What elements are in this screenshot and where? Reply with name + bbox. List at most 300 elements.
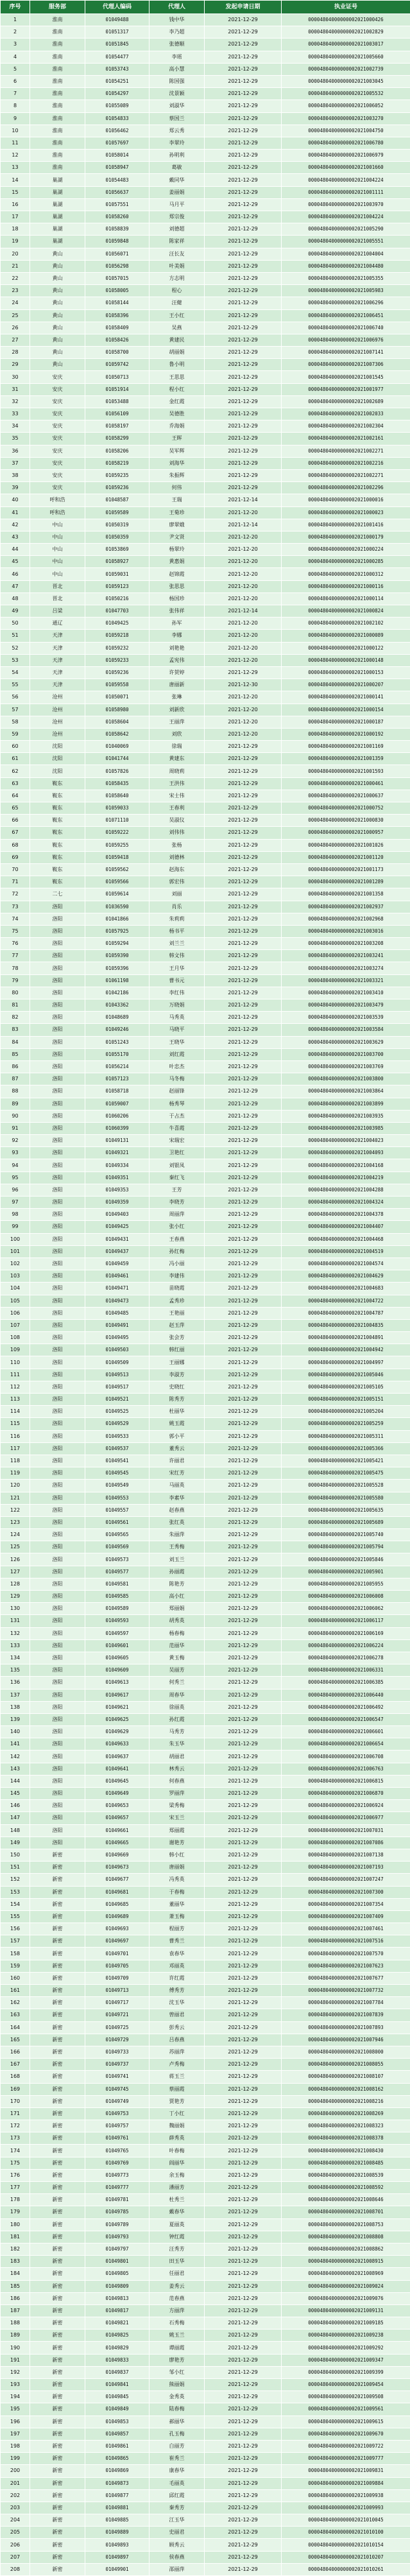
cell-agent-code: 01049825	[85, 2330, 149, 2342]
cell-branch: 洛阳	[30, 1098, 85, 1110]
cell-index: 22	[1, 272, 30, 284]
cell-apply-date: 2021-12-20	[205, 556, 282, 568]
cell-agent-name: 黄玉梅	[149, 1652, 205, 1664]
cell-index: 69	[1, 851, 30, 863]
cell-branch: 洛阳	[30, 1529, 85, 1541]
cell-agent-name: 陈国强	[149, 75, 205, 87]
cell-agent-name: 蒋玉兰	[149, 2071, 205, 2083]
cell-branch: 黄山	[30, 334, 85, 346]
cell-license-number: 00004804000000002021008808	[282, 2231, 410, 2243]
cell-agent-code: 01058839	[85, 223, 149, 236]
cell-branch: 天津	[30, 666, 85, 679]
table-row	[1, 2132, 410, 2145]
cell-branch: 洛阳	[30, 1578, 85, 1590]
cell-agent-name: 宋玉兰	[149, 1812, 205, 1824]
cell-index: 151	[1, 1862, 30, 1874]
cell-agent-name: 朱玉华	[149, 1738, 205, 1750]
cell-apply-date: 2021-12-29	[205, 1935, 282, 1948]
cell-branch: 新密	[30, 1960, 85, 1972]
cell-agent-name: 赵玉萍	[149, 1319, 205, 1331]
cell-license-number: 00004804000000002021005046	[282, 1369, 410, 1381]
table-row	[1, 2379, 410, 2391]
cell-branch: 新密	[30, 1910, 85, 1923]
cell-apply-date: 2021-12-29	[205, 2391, 282, 2403]
cell-agent-name: 王丽娜	[149, 1356, 205, 1369]
cell-agent-name: 刘兰兰	[149, 938, 205, 950]
cell-index: 169	[1, 2083, 30, 2095]
cell-index: 125	[1, 1541, 30, 1553]
cell-index: 10	[1, 125, 30, 137]
cell-license-number: 00004804000000002021004787	[282, 1307, 410, 1319]
cell-license-number: 00004804000000002021005366	[282, 1442, 410, 1455]
cell-agent-code: 01049689	[85, 1910, 149, 1923]
cell-index: 195	[1, 2403, 30, 2416]
table-row	[1, 1122, 410, 1134]
cell-index: 175	[1, 2157, 30, 2169]
cell-agent-code: 01049805	[85, 2268, 149, 2280]
table-row	[1, 39, 410, 51]
cell-license-number: 00004804000000002021004168	[282, 1159, 410, 1171]
cell-index: 31	[1, 383, 30, 395]
table-row	[1, 1245, 410, 1258]
cell-index: 104	[1, 1283, 30, 1295]
cell-license-number: 00004804000000002021003864	[282, 1085, 410, 1098]
cell-agent-code: 01049641	[85, 1763, 149, 1775]
cell-agent-name: 董秀云	[149, 1442, 205, 1455]
cell-license-number: 00004804000000002021009561	[282, 2403, 410, 2416]
cell-index: 208	[1, 2563, 30, 2575]
cell-apply-date: 2021-12-29	[205, 2157, 282, 2169]
cell-branch: 安庆	[30, 371, 85, 383]
cell-agent-name: 马晓平	[149, 1024, 205, 1036]
cell-agent-name: 秦秀芳	[149, 2502, 205, 2514]
table-row	[1, 999, 410, 1012]
cell-agent-code: 01050713	[85, 371, 149, 383]
cell-branch: 洛阳	[30, 1073, 85, 1085]
cell-branch: 洛阳	[30, 1689, 85, 1701]
cell-agent-name: 郑丽霞	[149, 1824, 205, 1837]
cell-agent-name: 马秀芳	[149, 1726, 205, 1738]
table-row	[1, 2527, 410, 2539]
cell-apply-date: 2021-12-29	[205, 913, 282, 925]
cell-branch: 洛阳	[30, 913, 85, 925]
cell-agent-code: 01059232	[85, 642, 149, 654]
cell-agent-name: 吴军辉	[149, 445, 205, 457]
cell-agent-code: 01049717	[85, 1997, 149, 2009]
cell-agent-code: 01049885	[85, 2514, 149, 2527]
cell-agent-name: 顾秀云	[149, 2539, 205, 2551]
cell-license-number: 00004804000000002021006654	[282, 1738, 410, 1750]
cell-index: 150	[1, 1849, 30, 1861]
cell-license-number: 00004804000000002021009292	[282, 2342, 410, 2354]
cell-index: 72	[1, 888, 30, 901]
table-row	[1, 186, 410, 198]
cell-index: 51	[1, 630, 30, 642]
cell-agent-name: 赵海东	[149, 863, 205, 876]
cell-license-number: 00004804000000002021001120	[282, 851, 410, 863]
cell-agent-code: 01049461	[85, 1270, 149, 1283]
cell-branch: 新密	[30, 2489, 85, 2502]
cell-apply-date: 2021-12-29	[205, 186, 282, 198]
cell-agent-code: 01036590	[85, 901, 149, 913]
cell-index: 79	[1, 974, 30, 987]
cell-apply-date: 2021-12-20	[205, 704, 282, 716]
cell-license-number: 00004804000000002021004407	[282, 1221, 410, 1233]
cell-apply-date: 2021-12-29	[205, 2132, 282, 2145]
cell-agent-code: 01049709	[85, 1972, 149, 1984]
cell-agent-name: 杜丽华	[149, 1406, 205, 1418]
cell-index: 7	[1, 88, 30, 100]
cell-index: 179	[1, 2206, 30, 2218]
cell-agent-code: 01058700	[85, 347, 149, 359]
cell-agent-code: 01059123	[85, 580, 149, 592]
cell-index: 182	[1, 2243, 30, 2255]
cell-branch: 洛阳	[30, 1036, 85, 1048]
cell-branch: 洛阳	[30, 1332, 85, 1344]
cell-branch: 洛阳	[30, 1750, 85, 1763]
cell-license-number: 00004804000000002021001977	[282, 383, 410, 395]
cell-apply-date: 2021-12-29	[205, 1763, 282, 1775]
cell-apply-date: 2021-12-29	[205, 851, 282, 863]
cell-index: 144	[1, 1775, 30, 1787]
cell-agent-name: 刘红霞	[149, 1048, 205, 1060]
cell-agent-code: 01049537	[85, 1442, 149, 1455]
cell-agent-name: 崔秀兰	[149, 2453, 205, 2465]
cell-license-number: 00004804000000002021008107	[282, 2071, 410, 2083]
table-row	[1, 1184, 410, 1196]
cell-apply-date: 2021-12-29	[205, 938, 282, 950]
cell-agent-name: 张伟祥	[149, 605, 205, 618]
cell-agent-name: 薛秀英	[149, 2132, 205, 2145]
table-row	[1, 1492, 410, 1504]
cell-apply-date: 2021-12-29	[205, 2527, 282, 2539]
cell-agent-name: 尹文贤	[149, 531, 205, 543]
table-row	[1, 1689, 410, 1701]
cell-license-number: 00004804000000002021001359	[282, 753, 410, 765]
cell-agent-name: 吕春燕	[149, 2034, 205, 2046]
cell-license-number: 00004804000000002021001545	[282, 371, 410, 383]
table-row	[1, 987, 410, 999]
cell-agent-name: 毛丽英	[149, 2477, 205, 2489]
cell-license-number: 00004804000000002021009670	[282, 2428, 410, 2440]
cell-index: 177	[1, 2182, 30, 2194]
cell-license-number: 00004804000000002021009777	[282, 2453, 410, 2465]
cell-license-number: 00004804000000002021007306	[282, 359, 410, 371]
cell-apply-date: 2021-12-29	[205, 1541, 282, 1553]
cell-apply-date: 2021-12-29	[205, 1110, 282, 1122]
cell-branch: 洛阳	[30, 1664, 85, 1677]
cell-apply-date: 2021-12-29	[205, 334, 282, 346]
cell-branch: 鞍东	[30, 839, 85, 851]
cell-agent-name: 李乃超	[149, 26, 205, 39]
table-row	[1, 26, 410, 39]
cell-branch: 新密	[30, 2059, 85, 2071]
cell-agent-code: 01049431	[85, 1233, 149, 1245]
cell-apply-date: 2021-12-29	[205, 1837, 282, 1849]
cell-agent-code: 01059558	[85, 679, 149, 691]
table-row	[1, 728, 410, 740]
table-row	[1, 2330, 410, 2342]
table-row	[1, 359, 410, 371]
table-row	[1, 1750, 410, 1763]
cell-license-number: 00004804000000002021006815	[282, 1775, 410, 1787]
cell-apply-date: 2021-12-29	[205, 2095, 282, 2107]
cell-branch: 鞍东	[30, 802, 85, 815]
cell-license-number: 00004804000000002021000637	[282, 790, 410, 802]
cell-license-number: 00004804000000002021003017	[282, 39, 410, 51]
cell-agent-name: 程丽芳	[149, 1923, 205, 1935]
cell-apply-date: 2021-12-29	[205, 815, 282, 827]
cell-branch: 天津	[30, 630, 85, 642]
cell-apply-date: 2021-12-29	[205, 1098, 282, 1110]
table-row	[1, 2465, 410, 2477]
cell-index: 15	[1, 186, 30, 198]
table-row	[1, 162, 410, 174]
table-row	[1, 691, 410, 704]
cell-agent-name: 郑云秀	[149, 125, 205, 137]
table-row	[1, 630, 410, 642]
cell-agent-code: 01043362	[85, 999, 149, 1012]
cell-agent-code: 01054297	[85, 88, 149, 100]
cell-agent-name: 秦红飞	[149, 1171, 205, 1184]
cell-license-number: 00004804000000002021003700	[282, 1048, 410, 1060]
cell-apply-date: 2021-12-29	[205, 1467, 282, 1480]
cell-index: 59	[1, 728, 30, 740]
cell-index: 100	[1, 1233, 30, 1245]
table-row	[1, 1110, 410, 1122]
cell-agent-code: 01049705	[85, 1960, 149, 1972]
cell-agent-name: 蔡国兰	[149, 112, 205, 125]
cell-branch: 巢湖	[30, 211, 85, 223]
cell-license-number: 00004804000000002021010045	[282, 2514, 410, 2527]
cell-index: 147	[1, 1812, 30, 1824]
cell-license-number: 00004804000000002021007839	[282, 2009, 410, 2021]
cell-license-number: 00004804000000002021006870	[282, 1788, 410, 1800]
cell-apply-date: 2021-12-29	[205, 1073, 282, 1085]
table-row	[1, 1430, 410, 1442]
cell-agent-code: 01048587	[85, 494, 149, 506]
table-row	[1, 198, 410, 211]
cell-agent-code: 01049701	[85, 1948, 149, 1960]
cell-apply-date: 2021-12-29	[205, 383, 282, 395]
cell-apply-date: 2021-12-29	[205, 2206, 282, 2218]
cell-apply-date: 2021-12-29	[205, 1209, 282, 1221]
cell-apply-date: 2021-12-29	[205, 2046, 282, 2058]
cell-license-number: 00004804000000002021004750	[282, 125, 410, 137]
cell-apply-date: 2021-12-29	[205, 827, 282, 839]
table-row	[1, 1024, 410, 1036]
table-row	[1, 1442, 410, 1455]
cell-index: 53	[1, 654, 30, 666]
cell-branch: 新密	[30, 2317, 85, 2330]
cell-branch: 新密	[30, 2194, 85, 2206]
cell-license-number: 00004804000000002021006979	[282, 150, 410, 162]
cell-agent-name: 罗丽萍	[149, 1788, 205, 1800]
cell-agent-code: 01049721	[85, 2009, 149, 2021]
cell-branch: 洛阳	[30, 1381, 85, 1393]
table-row	[1, 2551, 410, 2563]
cell-branch: 洛阳	[30, 1492, 85, 1504]
cell-apply-date: 2021-12-29	[205, 2169, 282, 2181]
cell-agent-name: 周丽萍	[149, 1209, 205, 1221]
cell-apply-date: 2021-12-29	[205, 1122, 282, 1134]
cell-branch: 洛阳	[30, 1406, 85, 1418]
cell-agent-name: 王月华	[149, 962, 205, 974]
cell-agent-name: 梁秀梅	[149, 1800, 205, 1812]
table-row	[1, 2391, 410, 2403]
cell-branch: 安庆	[30, 433, 85, 445]
table-row	[1, 1627, 410, 1639]
cell-agent-name: 夏丽英	[149, 2218, 205, 2231]
cell-agent-name: 陈秀芳	[149, 1394, 205, 1406]
cell-apply-date: 2021-12-14	[205, 494, 282, 506]
cell-index: 102	[1, 1258, 30, 1270]
cell-apply-date: 2021-12-29	[205, 1332, 282, 1344]
cell-index: 155	[1, 1910, 30, 1923]
table-row	[1, 150, 410, 162]
cell-apply-date: 2021-12-29	[205, 285, 282, 297]
cell-agent-code: 01049517	[85, 1381, 149, 1393]
cell-license-number: 00004804000000002021005901	[282, 1566, 410, 1578]
cell-branch: 洛阳	[30, 1147, 85, 1159]
cell-agent-code: 01051317	[85, 26, 149, 39]
cell-agent-code: 01049353	[85, 1184, 149, 1196]
cell-agent-code: 01049793	[85, 2231, 149, 2243]
cell-apply-date: 2021-12-29	[205, 1060, 282, 1073]
cell-license-number: 00004804000000002021004224	[282, 174, 410, 186]
cell-index: 28	[1, 347, 30, 359]
cell-index: 101	[1, 1245, 30, 1258]
cell-branch: 巢湖	[30, 223, 85, 236]
cell-branch: 洛阳	[30, 1048, 85, 1060]
cell-agent-code: 01049877	[85, 2489, 149, 2502]
cell-agent-code: 01049749	[85, 2095, 149, 2107]
cell-license-number: 00004804000000002021005689	[282, 1516, 410, 1528]
cell-agent-code: 01058219	[85, 457, 149, 469]
cell-license-number: 00004804000000002021003985	[282, 1122, 410, 1134]
cell-agent-name: 于春梅	[149, 1886, 205, 1898]
cell-license-number: 00004804000000002021002161	[282, 433, 410, 445]
cell-agent-code: 01051845	[85, 39, 149, 51]
cell-index: 173	[1, 2132, 30, 2145]
cell-index: 129	[1, 1591, 30, 1603]
cell-branch: 中山	[30, 544, 85, 556]
table-row	[1, 1701, 410, 1713]
cell-agent-name: 郑宗俊	[149, 211, 205, 223]
cell-license-number: 00004804000000002021004835	[282, 1319, 410, 1331]
cell-agent-code: 01049605	[85, 1652, 149, 1664]
cell-license-number: 00004804000000002021004288	[282, 1184, 410, 1196]
cell-agent-name: 姚玉兰	[149, 2330, 205, 2342]
cell-agent-name: 陆春梅	[149, 2403, 205, 2416]
cell-index: 92	[1, 1135, 30, 1147]
cell-index: 99	[1, 1221, 30, 1233]
cell-license-number: 00004804000000002021001358	[282, 888, 410, 901]
cell-license-number: 00004804000000002021005955	[282, 1578, 410, 1590]
cell-agent-code: 01059235	[85, 469, 149, 481]
cell-apply-date: 2021-12-29	[205, 39, 282, 51]
cell-index: 131	[1, 1615, 30, 1627]
cell-agent-code: 01041744	[85, 753, 149, 765]
cell-index: 37	[1, 457, 30, 469]
cell-branch: 新密	[30, 2342, 85, 2354]
cell-agent-code: 01049897	[85, 2551, 149, 2563]
cell-license-number: 00004804000000002021009024	[282, 2280, 410, 2292]
cell-agent-name: 彭秀云	[149, 2021, 205, 2034]
cell-license-number: 00004804000000002021005151	[282, 1394, 410, 1406]
table-row	[1, 1800, 410, 1812]
cell-branch: 新密	[30, 2046, 85, 2058]
cell-agent-name: 肖乐	[149, 901, 205, 913]
cell-agent-code: 01049541	[85, 1455, 149, 1467]
cell-agent-code: 01049841	[85, 2379, 149, 2391]
cell-branch: 新密	[30, 2563, 85, 2575]
cell-index: 81	[1, 999, 30, 1012]
cell-index: 98	[1, 1209, 30, 1221]
cell-agent-name: 王晖	[149, 433, 205, 445]
cell-license-number: 00004804000000002021000957	[282, 827, 410, 839]
cell-index: 149	[1, 1837, 30, 1849]
cell-agent-name: 王芳	[149, 1184, 205, 1196]
cell-license-number: 00004804000000002021003270	[282, 112, 410, 125]
cell-branch: 新密	[30, 1874, 85, 1886]
table-row	[1, 1910, 410, 1923]
cell-apply-date: 2021-12-29	[205, 666, 282, 679]
cell-agent-code: 01049757	[85, 2120, 149, 2132]
cell-apply-date: 2021-12-29	[205, 2453, 282, 2465]
cell-agent-code: 01061198	[85, 974, 149, 987]
cell-apply-date: 2021-12-29	[205, 75, 282, 87]
cell-apply-date: 2021-12-29	[205, 322, 282, 334]
cell-index: 30	[1, 371, 30, 383]
cell-index: 120	[1, 1480, 30, 1492]
cell-agent-name: 谭丽霞	[149, 2342, 205, 2354]
cell-agent-name: 马秀英	[149, 1012, 205, 1024]
cell-agent-code: 01049725	[85, 2021, 149, 2034]
cell-apply-date: 2021-12-29	[205, 1085, 282, 1098]
cell-index: 86	[1, 1060, 30, 1073]
cell-agent-name: 王丽萍	[149, 716, 205, 728]
cell-license-number: 00004804000000002021003800	[282, 1073, 410, 1085]
cell-license-number: 00004804000000002021006117	[282, 1615, 410, 1627]
cell-index: 186	[1, 2292, 30, 2304]
cell-branch: 新密	[30, 2145, 85, 2157]
cell-license-number: 00004804000000002021005532	[282, 88, 410, 100]
cell-agent-code: 01047703	[85, 605, 149, 618]
table-row	[1, 1862, 410, 1874]
cell-apply-date: 2021-12-29	[205, 162, 282, 174]
cell-agent-code: 01059236	[85, 482, 149, 494]
cell-apply-date: 2021-12-29	[205, 925, 282, 937]
cell-agent-code: 01058396	[85, 309, 149, 322]
cell-agent-code: 01058642	[85, 728, 149, 740]
cell-license-number: 00004804000000002021001169	[282, 741, 410, 753]
cell-agent-code: 01049681	[85, 1886, 149, 1898]
cell-agent-code: 01049853	[85, 2416, 149, 2428]
cell-index: 82	[1, 1012, 30, 1024]
header-index: 序号	[1, 1, 30, 14]
cell-agent-code: 01059007	[85, 1098, 149, 1110]
table-row	[1, 51, 410, 63]
cell-agent-name: 王春燕	[149, 1233, 205, 1245]
cell-license-number: 00004804000000002021000141	[282, 691, 410, 704]
cell-apply-date: 2021-12-29	[205, 987, 282, 999]
cell-branch: 吕梁	[30, 605, 85, 618]
cell-license-number: 00004804000000002021008862	[282, 2243, 410, 2255]
table-row	[1, 2243, 410, 2255]
cell-index: 25	[1, 309, 30, 322]
table-row	[1, 112, 410, 125]
